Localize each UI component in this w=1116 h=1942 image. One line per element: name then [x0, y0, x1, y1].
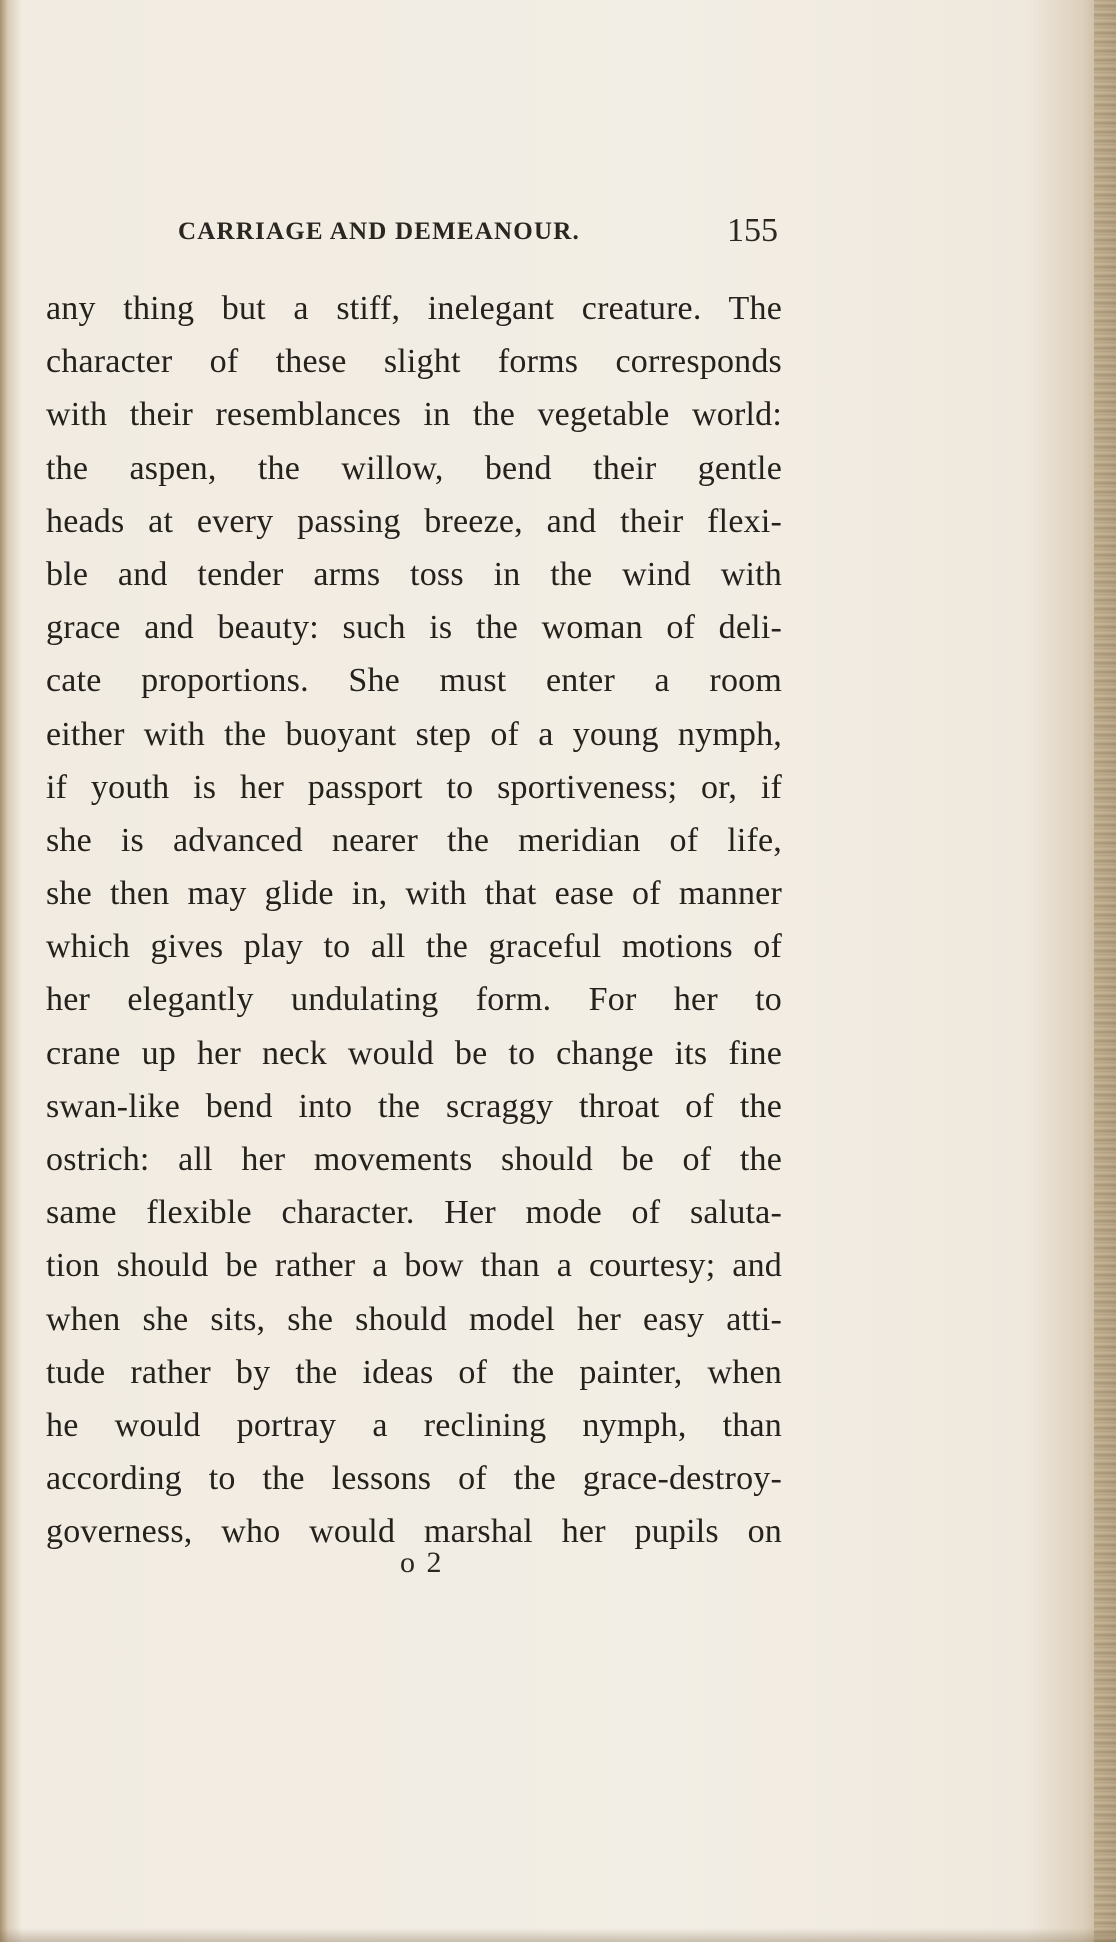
- text-line: crane up her neck would be to change its fine: [46, 1034, 782, 1072]
- text-line: grace and beauty: such is the woman of deli-: [46, 609, 782, 647]
- text-line: she is advanced nearer the meridian of life,: [46, 821, 782, 859]
- text-line: if youth is her passport to sportiveness; or, if: [46, 768, 782, 806]
- text-line: character of these slight forms corresponds: [46, 343, 782, 381]
- body-text: [46, 282, 782, 1559]
- text-line: which gives play to all the graceful motions of: [46, 928, 782, 966]
- page-edge-bottom: [0, 1928, 1116, 1942]
- text-line: the aspen, the willow, bend their gentle: [46, 449, 782, 487]
- text-line: tude rather by the ideas of the painter, when: [46, 1353, 782, 1391]
- text-line: when she sits, she should model her easy atti-: [46, 1300, 782, 1338]
- text-line: same flexible character. Her mode of saluta-: [46, 1194, 782, 1232]
- text-line: any thing but a stiff, inelegant creature. The: [46, 290, 782, 327]
- text-line: according to the lessons of the grace-destroy-: [46, 1460, 782, 1498]
- page-edge-right: [1094, 0, 1116, 1942]
- text-line: he would portray a reclining nymph, than: [46, 1406, 782, 1444]
- running-head-title: CARRIAGE AND DEMEANOUR.: [178, 218, 580, 245]
- text-line: governess, who would marshal her pupils on: [46, 1513, 782, 1551]
- text-line: tion should be rather a bow than a courtesy; and: [46, 1247, 782, 1285]
- page-number: 155: [727, 212, 778, 249]
- text-line: heads at every passing breeze, and their flexi-: [46, 502, 782, 540]
- text-line: her elegantly undulating form. For her to: [46, 981, 782, 1019]
- text-line: cate proportions. She must enter a room: [46, 662, 782, 700]
- text-line: with their resemblances in the vegetable world:: [46, 396, 782, 434]
- text-line: she then may glide in, with that ease of manner: [46, 875, 782, 913]
- text-line: ostrich: all her movements should be of the: [46, 1141, 782, 1178]
- running-head: [178, 212, 778, 252]
- text-line: swan-like bend into the scraggy throat of the: [46, 1087, 782, 1125]
- text-line: ble and tender arms toss in the wind with: [46, 555, 782, 593]
- text-line: either with the buoyant step of a young nymph,: [46, 715, 782, 753]
- signature-mark: o 2: [400, 1546, 444, 1579]
